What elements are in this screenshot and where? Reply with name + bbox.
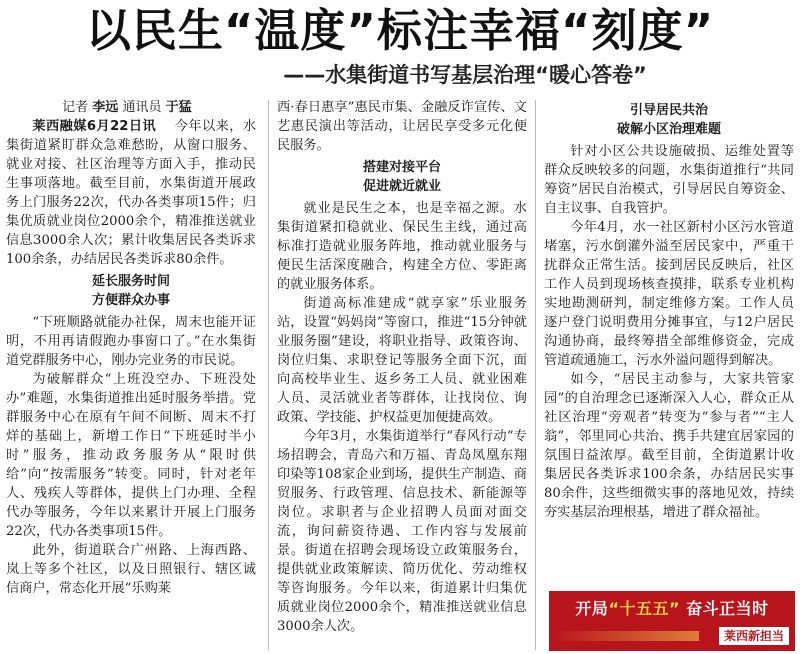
byline xyxy=(6,98,256,117)
paragraph: 针对小区公共设施破损、运维处置等群众反映较多的问题，水集街道推行“共同筹资”居民自治模式，引导居民自筹资金、自主议事、自我管护。 xyxy=(544,144,794,216)
paragraph: 西·春日惠享”惠民市集、金融反诈宣传、文艺惠民演出等活动，让居民享受多元化便民服务。 xyxy=(277,100,527,153)
promo-title: 开局“十五五” 奋斗正当时 xyxy=(575,599,769,618)
article-intro xyxy=(6,117,256,269)
intro-text: 今年以来，水集街道紧盯群众急难愁盼，从窗口服务、就业对接、社区治理等方面入手，推动民生事项落地。截至目前，水集街道开展政务上门服务22次，代办各类事项15件；归集优质就业岗位2000余个，精准推送就业信息3000余人次；累计收集居民各类诉求100余条，办结居民各类诉求80余件。 xyxy=(6,119,256,267)
paragraph: 街道高标准建成“就享家”乐业服务站，设置“妈妈岗”等窗口，推进“15分钟就业服务圈”建设，将职业指导、政策咨询、岗位归集、求职登记等服务全面下沉，面向高校毕业生、返乡务工人员、就业困难人员、灵活就业者等群体，让找岗位、询政策、学技能、护权益更加便捷高效。 xyxy=(277,296,527,425)
section-heading-employment: 搭建对接平台 促进就近就业 xyxy=(362,160,441,194)
reporter-label: 记者 xyxy=(62,100,89,115)
column-divider xyxy=(535,100,536,650)
promo-banner xyxy=(549,591,795,651)
reporter-name: 李远 xyxy=(92,100,119,115)
subheadline: ——水集街道书写基层治理“暖心答卷” xyxy=(283,63,647,87)
paragraph: 如今，“居民主动参与，大家共管家园”的自治理念已逐渐深入人心，群众正从社区治理“旁观者”转变为“参与者”“主人翁”，邻里同心共治、携手共建宜居家园的氛围日益浓厚。截至目前，全街道累计收集居民各类诉求100余条，办结居民实事80余件，这些细微实事的落地见效，持续夯实基层治理根基，增进了群众福祉。 xyxy=(544,372,794,520)
section-heading-service-hours: 延长服务时间 方便群众办事 xyxy=(91,274,170,308)
headline: 以民生“温度”标注幸福“刻度” xyxy=(85,4,715,57)
paragraph: 今年4月，水一社区新村小区污水管道堵塞，污水倒灌外溢至居民家中，严重干扰群众正常生活。接到居民反映后，社区工作人员到现场核查摸排，联系专业机构实地勘测研判，制定维修方案。工作人员逐户登门说明费用分摊事宜，与12户居民沟通协商，最终筹措全部维修资金，完成管道疏通施工，污水外溢问题得到解决。 xyxy=(544,220,794,368)
column-divider xyxy=(268,100,269,650)
paragraph: “下班顺路就能办社保，周末也能开证明，不用再请假跑办事窗口了。”在水集街道党群服务中心，刚办完业务的市民说。 xyxy=(6,315,256,368)
article-column-3 xyxy=(544,98,794,588)
article-column-1 xyxy=(6,98,256,654)
paragraph: 此外，街道联合广州路、上海西路、岚上等多个社区，以及日照银行、辖区诚信商户，常态化开展“乐购莱 xyxy=(6,543,256,596)
paragraph: 为破解群众“上班没空办、下班没处办”难题，水集街道推出延时服务举措。党群服务中心在原有午间不间断、周末不打烊的基础上，新增工作日“下班延时半小时”服务，推动政务服务从“限时供给”向“按需服务”转变。同时，针对老年人、残疾人等群体，提供上门办理、全程代办等服务，今年以来累计开展上门服务22次，代办各类事项15件。 xyxy=(6,372,256,539)
dateline: 莱西融媒6月22日讯 xyxy=(32,119,157,134)
correspondent-label: 通讯员 xyxy=(122,100,162,115)
correspondent-name: 于猛 xyxy=(165,100,192,115)
article-column-2 xyxy=(277,98,527,654)
promo-tag: 莱西新担当 xyxy=(719,627,789,645)
paragraph: 就业是民生之本，也是幸福之源。水集街道紧扣稳就业、保民生主线，通过高标准打造就业服务阵地，推动就业服务与便民生活深度融合，构建全方位、零距离的就业服务体系。 xyxy=(277,201,527,292)
paragraph: 今年3月，水集街道举行“春风行动”专场招聘会，青岛六和万福、青岛凤凰东翔印染等108家企业到场，提供生产制造、商贸服务、行政管理、信息技术、新能源等岗位。求职者与企业招聘人员面对面交流，询问薪资待遇、工作内容与发展前景。街道在招聘会现场设立政策服务台，提供就业政策解读、简历优化、劳动维权等咨询服务。今年以来，街道累计归集优质就业岗位2000余个，精准推送就业信息3000余人次。 xyxy=(277,429,527,634)
promo-stripe xyxy=(549,631,699,641)
section-heading-co-governance: 引导居民共治 破解小区治理难题 xyxy=(616,103,721,137)
